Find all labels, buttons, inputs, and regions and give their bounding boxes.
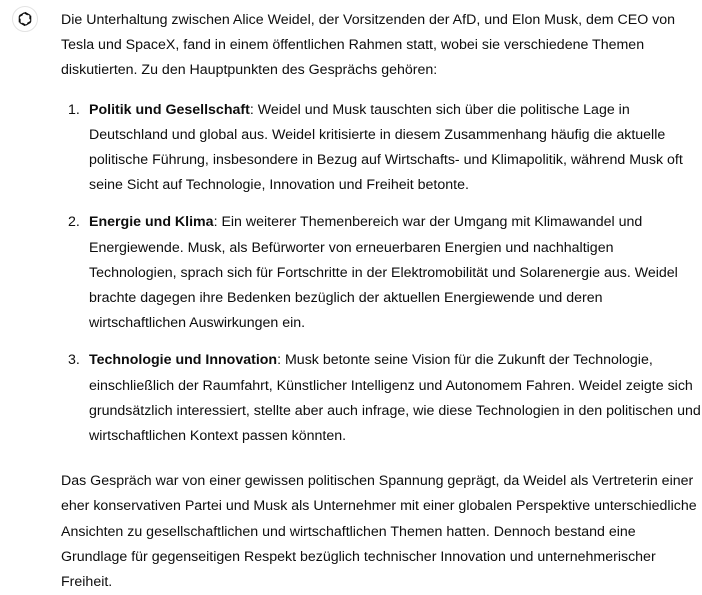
openai-logo-icon xyxy=(16,10,34,28)
assistant-avatar xyxy=(12,6,38,32)
list-item xyxy=(61,210,701,336)
list-item xyxy=(61,98,701,199)
list-item-text: : Ein weiterer Themenbereich war der Umgang mit Klimawandel und Energiewende. Musk, als Befürworter von erneuerbaren Energien und nachhaltigen Technologien, sprach sich für Fortschritte in der Elektromobilität und Solarenergie aus. Weidel brachte dagegen ihre Bedenken bezüglich der aktuellen Energiewende und deren wirtschaftlichen Auswirkungen ein. xyxy=(89,214,678,332)
list-item-title: Energie und Klima xyxy=(89,214,214,231)
points-list xyxy=(61,98,701,450)
assistant-message xyxy=(61,8,701,595)
list-item-text: : Musk betonte seine Vision für die Zukunft der Technologie, einschließlich der Raumfahrt, Künstlicher Intelligenz und Autonomem Fahren. Weidel zeigte sich grundsätzlich interessiert, stellte aber auch infrage, wie diese Technologien in den politischen und wirtschaftlichen Kontext passen könnten. xyxy=(89,352,701,445)
list-item-title: Technologie und Innovation xyxy=(89,352,278,369)
list-item-title: Politik und Gesellschaft xyxy=(89,101,250,118)
list-item-text: : Weidel und Musk tauschten sich über die politische Lage in Deutschland und global aus. Weidel kritisierte in diesem Zusammenhang häufig die aktuelle politische Führung, insbesondere in Bezug auf Wirtschafts- und Klimapolitik, während Musk oft seine Sicht auf Technologie, Innovation und Freiheit betonte. xyxy=(89,101,683,194)
list-item-number: 2. xyxy=(68,214,80,231)
list-item xyxy=(61,348,701,449)
list-item-number: 3. xyxy=(68,352,80,369)
message-intro: Die Unterhaltung zwischen Alice Weidel, der Vorsitzenden der AfD, und Elon Musk, dem CEO von Tesla und SpaceX, fand in einem öffentlichen Rahmen statt, wobei sie verschiedene Themen diskutierten. Zu den Hauptpunkten des Gesprächs gehören: xyxy=(61,12,676,79)
message-outro: Das Gespräch war von einer gewissen politischen Spannung geprägt, da Weidel als Vertreterin einer eher konservativen Partei und Musk als Unternehmer mit einer globalen Perspektive unterschiedliche Ansichten zu gesellschaftlichen und wirtschaftlichen Themen hatten. Dennoch bestand eine Grundlage für gegenseitigen Respekt bezüglich technischer Innovation und unternehmerischer Freiheit. xyxy=(61,473,697,591)
list-item-number: 1. xyxy=(68,101,80,118)
